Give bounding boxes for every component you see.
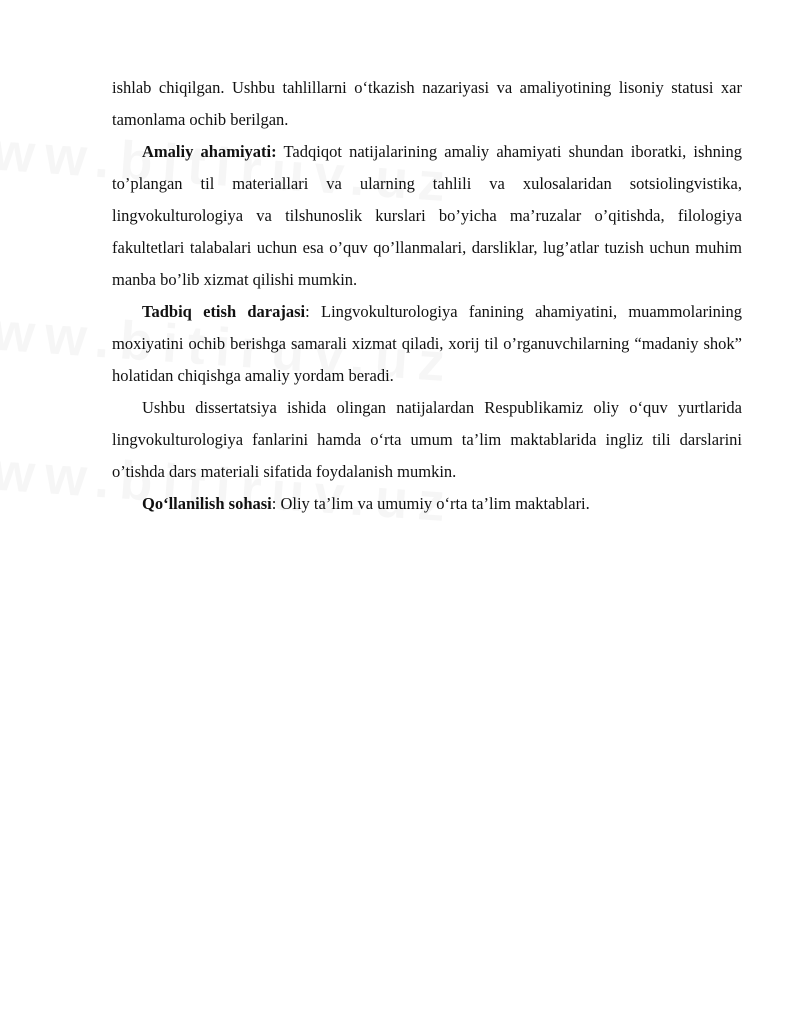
paragraph-text: : Lingvokulturologiya fanining ahamiyatini, muammolarining moxiyatini ochib berishga samarali xizmat qiladi, xorij til o’rganuvchilarning “madaniy shok” holatidan chiqishga amaliy yordam beradi. xyxy=(112,302,742,385)
paragraph-practical-significance xyxy=(112,136,742,296)
paragraph-heading: Amaliy ahamiyati: xyxy=(142,142,277,161)
paragraph-heading: Qo‘llanilish sohasi xyxy=(142,494,272,513)
paragraph-text: ishlab chiqilgan. Ushbu tahlillarni o‘tkazish nazariyasi va amaliyotining lisoniy statusi xar tamonlama ochib berilgan. xyxy=(112,78,742,129)
paragraph-implementation-level xyxy=(112,296,742,392)
paragraph-heading: Tadbiq etish darajasi xyxy=(142,302,306,321)
paragraph-results-usage xyxy=(112,392,742,488)
document-page xyxy=(112,72,742,520)
paragraph-text: : Oliy ta’lim va umumiy o‘rta ta’lim maktablari. xyxy=(271,494,590,513)
paragraph-text: Ushbu dissertatsiya ishida olingan natijalardan Respublikamiz oliy o‘quv yurtlarida lingvokulturologiya fanlarini hamda o‘rta umum ta’lim maktablarida ingliz tili darslarini o’tishda dars materiali sifatida foydalanish mumkin. xyxy=(112,398,742,481)
paragraph-continuation xyxy=(112,72,742,136)
paragraph-application-area xyxy=(112,488,742,520)
paragraph-text: Tadqiqot natijalarining amaliy ahamiyati shundan iboratki, ishning to’plangan til materiallari va ularning tahlili va xulosalaridan sotsiolingvistika, lingvokulturologiya va tilshunoslik kurslari bo’yicha ma’ruzalar o’qitishda, filologiya fakultetlari talabalari uchun esa o’quv qo’llanmalari, darsliklar, lug’atlar tuzish uchun muhim manba bo’lib xizmat qilishi mumkin. xyxy=(112,142,742,289)
